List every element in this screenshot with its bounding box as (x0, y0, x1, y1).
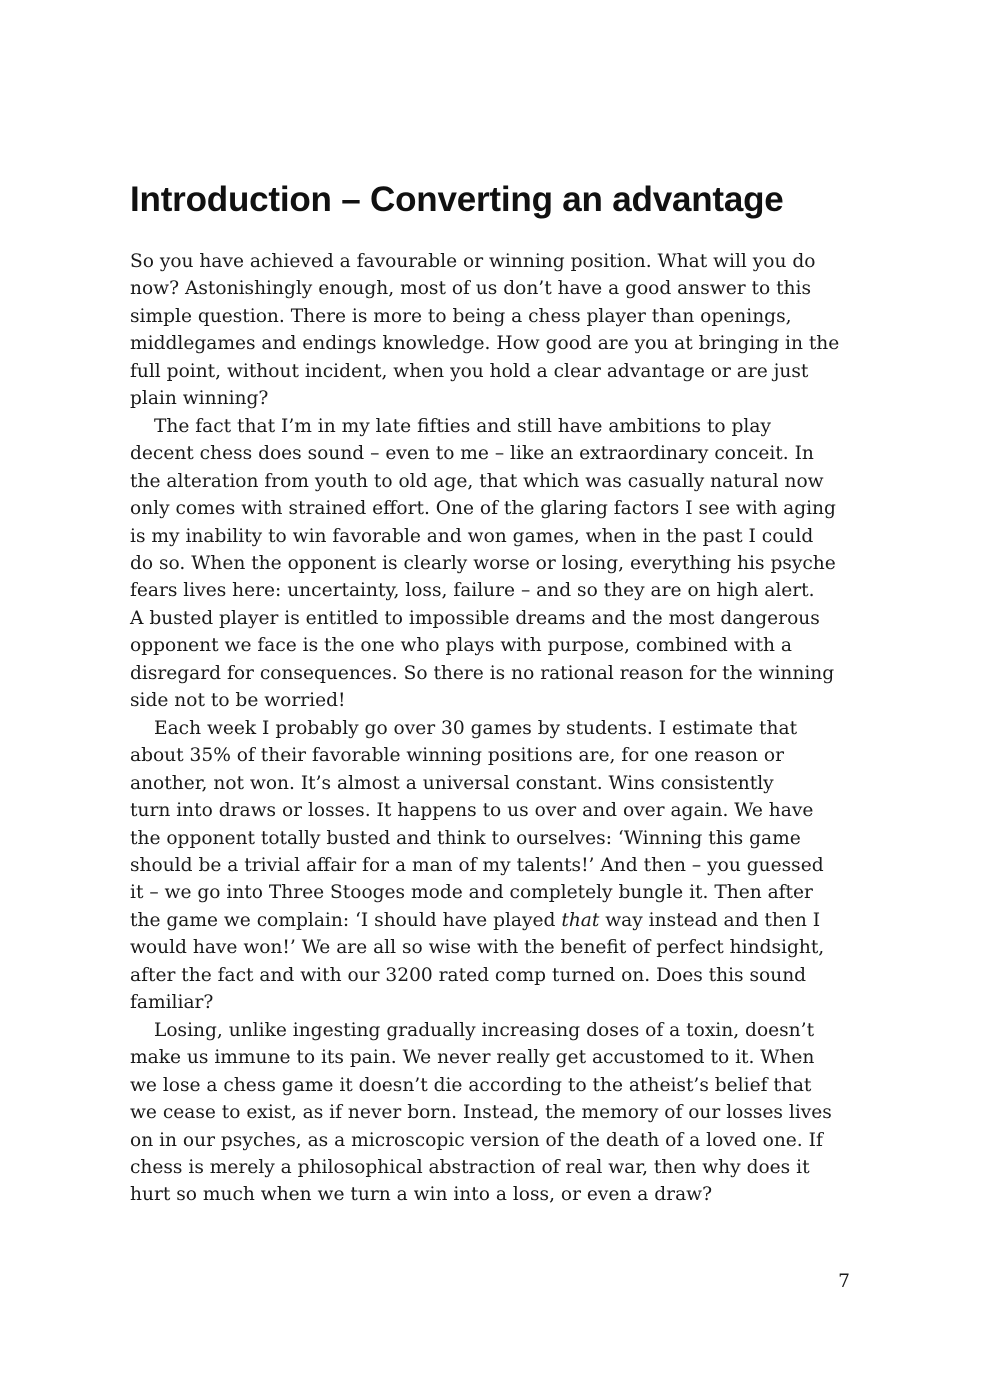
text-line: now? Astonishingly enough, most of us don’t have a good answer to this (130, 278, 812, 300)
text-line: Losing, unlike ingesting gradually increasing doses of a toxin, doesn’t (154, 1019, 815, 1041)
page-number: 7 (838, 1271, 850, 1292)
text-line: The fact that I’m in my late fifties and still have ambitions to play (154, 415, 771, 437)
text-line: make us immune to its pain. We never really get accustomed to it. When (130, 1047, 815, 1069)
text-run: the game we complain: ‘I should have played (130, 909, 562, 931)
text-line: So you have achieved a favourable or winning position. What will you do (130, 251, 816, 272)
text-line: simple question. There is more to being a chess player than openings, (130, 305, 792, 327)
text-line: A busted player is entitled to impossible dreams and the most dangerous (130, 607, 820, 629)
body-text (130, 248, 870, 1209)
text-line: it – we go into Three Stooges mode and completely bungle it. Then after (130, 882, 813, 904)
text-line: middlegames and endings knowledge. How good are you at bringing in the (130, 333, 840, 355)
text-line: plain winning? (130, 388, 269, 410)
text-line: after the fact and with our 3200 rated comp turned on. Does this sound (130, 964, 807, 986)
text-line: we lose a chess game it doesn’t die according to the atheist’s belief that (130, 1074, 812, 1096)
text-line: on in our psyches, as a microscopic version of the death of a loved one. If (130, 1129, 823, 1151)
text-line: the opponent totally busted and think to ourselves: ‘Winning this game (130, 827, 801, 849)
text-run: way instead and then I (599, 909, 821, 931)
paragraph-2 (130, 413, 870, 715)
text-line: chess is merely a philosophical abstraction of real war, then why does it (130, 1156, 810, 1178)
text-line: another, not won. It’s almost a universal constant. Wins consistently (130, 772, 774, 794)
text-line: hurt so much when we turn a win into a loss, or even a draw? (130, 1184, 713, 1206)
text-line: turn into draws or losses. It happens to us over and over again. We have (130, 800, 814, 822)
text-line: is my inability to win favorable and won games, when in the past I could (130, 525, 814, 547)
text-line: we cease to exist, as if never born. Instead, the memory of our losses lives (130, 1102, 832, 1124)
text-line: fears lives here: uncertainty, loss, failure – and so they are on high alert. (130, 580, 815, 602)
text-line: only comes with strained effort. One of the glaring factors I see with aging (130, 498, 836, 520)
text-line: full point, without incident, when you hold a clear advantage or are just (130, 360, 809, 382)
text-line: would have won!’ We are all so wise with the benefit of perfect hindsight, (130, 937, 825, 959)
text-line: decent chess does sound – even to me – like an extraordinary conceit. In (130, 443, 814, 465)
paragraph-4 (130, 1017, 870, 1209)
text-line: Each week I probably go over 30 games by students. I estimate that (154, 717, 798, 739)
text-line: opponent we face is the one who plays with purpose, combined with a (130, 635, 793, 657)
paragraph-3 (130, 715, 870, 1017)
text-line: disregard for consequences. So there is no rational reason for the winning (130, 662, 835, 684)
text-line: do so. When the opponent is clearly worse or losing, everything his psyche (130, 552, 836, 574)
text-line: about 35% of their favorable winning positions are, for one reason or (130, 745, 784, 767)
text-line: familiar? (130, 992, 214, 1014)
paragraph-1 (130, 248, 870, 413)
text-line: side not to be worried! (130, 690, 346, 712)
text-line-with-italic (130, 907, 870, 934)
italic-word: that (561, 909, 600, 931)
chapter-title: Introduction – Converting an advantage (130, 180, 784, 219)
text-line: should be a trivial affair for a man of my talents!’ And then – you guessed (130, 854, 824, 876)
text-line: the alteration from youth to old age, that which was casually natural now (130, 470, 824, 492)
